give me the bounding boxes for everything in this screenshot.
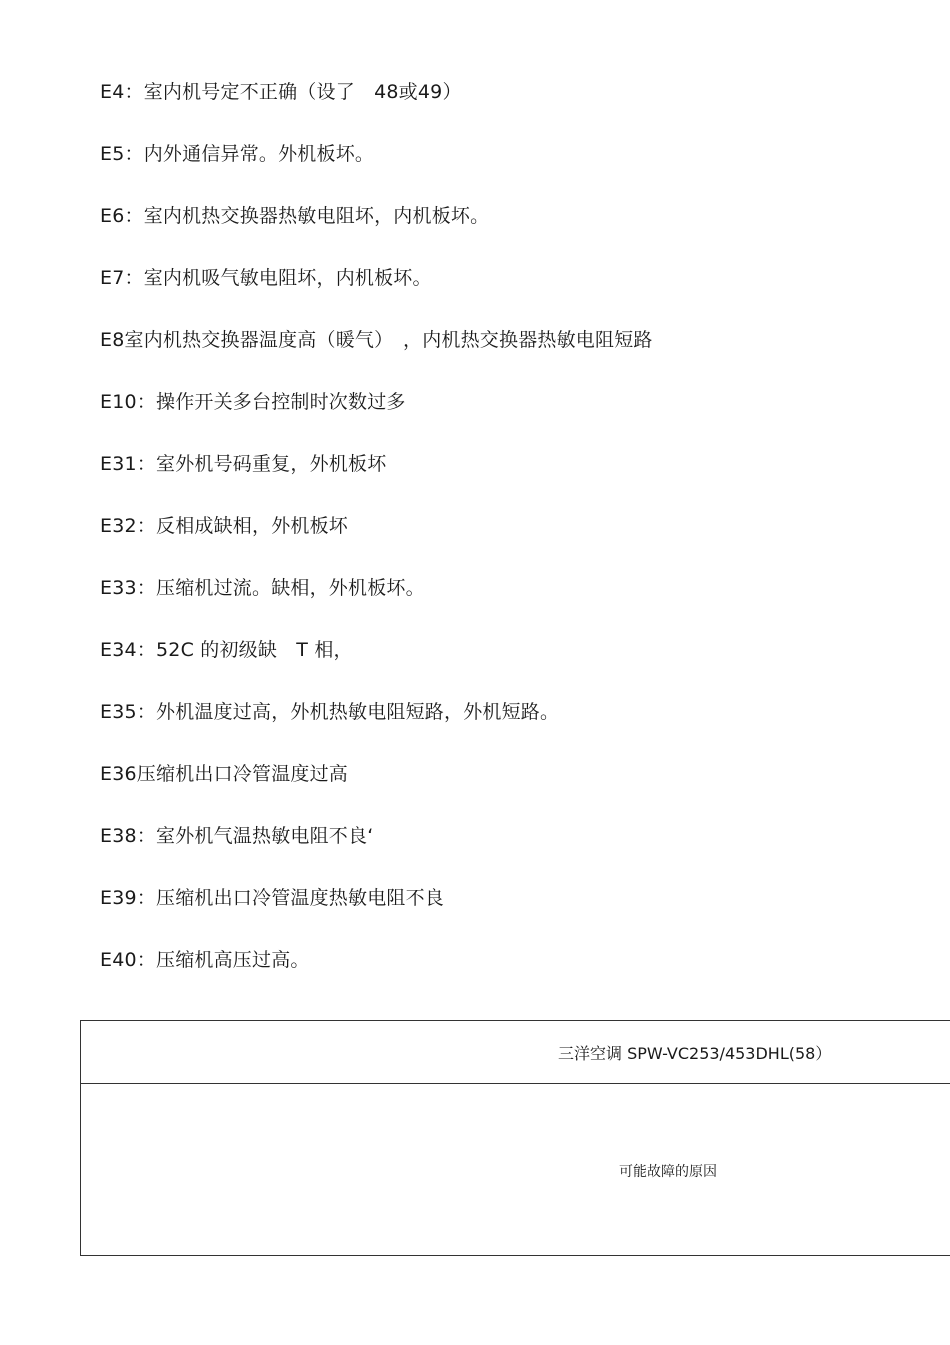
error-code: E32: [100, 515, 137, 537]
error-code-line: [100, 512, 920, 574]
error-description: 室内机热交换器温度高（暖气） ，内机热交换器热敏电阻短路: [124, 329, 653, 351]
error-code: E7: [100, 267, 125, 289]
separator: ：: [136, 639, 156, 661]
error-code: E6: [100, 205, 125, 227]
error-description: 室外机号码重复，外机板坏: [156, 453, 387, 475]
table-header-row: [81, 1021, 950, 1084]
error-code: E33: [100, 577, 137, 599]
model-title: 三洋空调 SPW-VC253/453DHL(58）: [558, 1044, 832, 1063]
error-description: 压缩机过流。缺相，外机板坏。: [156, 577, 425, 599]
error-code: E39: [100, 887, 137, 909]
error-code-line: [100, 822, 920, 884]
error-code-line: [100, 326, 920, 388]
error-code: E8: [100, 329, 125, 351]
separator: ：: [136, 391, 156, 413]
error-code-line: [100, 884, 920, 946]
separator: ：: [136, 887, 156, 909]
error-description: 压缩机出口冷管温度过高: [136, 763, 348, 785]
separator: ：: [136, 949, 156, 971]
error-code-line: [100, 636, 920, 698]
fault-table: [80, 1020, 950, 1256]
error-code: E34: [100, 639, 137, 661]
error-description: 操作开关多台控制时次数过多: [156, 391, 406, 413]
error-description: 反相成缺相，外机板坏: [156, 515, 349, 537]
error-description: 室内机热交换器热敏电阻坏，内机板坏。: [143, 205, 490, 227]
error-code: E31: [100, 453, 137, 475]
separator: ：: [124, 81, 144, 103]
error-description: 室外机气温热敏电阻不良‘: [156, 825, 374, 847]
error-code-line: [100, 264, 920, 326]
error-code: E35: [100, 701, 137, 723]
error-code: E5: [100, 143, 125, 165]
error-description: 内外通信异常。外机板坏。: [143, 143, 375, 165]
error-code-line: [100, 388, 920, 450]
table-body-row: [81, 1084, 950, 1255]
error-code: E38: [100, 825, 137, 847]
error-description: 压缩机高压过高。: [156, 949, 310, 971]
error-description: 室内机吸气敏电阻坏，内机板坏。: [143, 267, 432, 289]
separator: ：: [124, 143, 144, 165]
error-description: 室内机号定不正确（设了 48或49）: [143, 81, 462, 103]
error-code-line: [100, 574, 920, 636]
error-code-line: [100, 760, 920, 822]
cause-column-header: 可能故障的原因: [619, 1164, 717, 1180]
error-code-line: [100, 698, 920, 760]
separator: ：: [124, 267, 144, 289]
separator: ：: [136, 515, 156, 537]
error-code-line: [100, 450, 920, 512]
error-code-line: [100, 78, 920, 140]
error-code-line: [100, 140, 920, 202]
error-description: 外机温度过高，外机热敏电阻短路，外机短路。: [156, 701, 560, 723]
error-code-line: [100, 946, 920, 1008]
error-code: E40: [100, 949, 137, 971]
separator: ：: [136, 825, 156, 847]
error-code-list: [100, 78, 920, 1008]
separator: ：: [136, 453, 156, 475]
error-code-line: [100, 202, 920, 264]
error-code: E4: [100, 81, 125, 103]
separator: ：: [136, 701, 156, 723]
error-code: E10: [100, 391, 137, 413]
error-description: 52C 的初级缺 T 相，: [156, 639, 353, 661]
separator: ：: [124, 205, 144, 227]
error-description: 压缩机出口冷管温度热敏电阻不良: [156, 887, 445, 909]
separator: ：: [136, 577, 156, 599]
error-code: E36: [100, 763, 137, 785]
